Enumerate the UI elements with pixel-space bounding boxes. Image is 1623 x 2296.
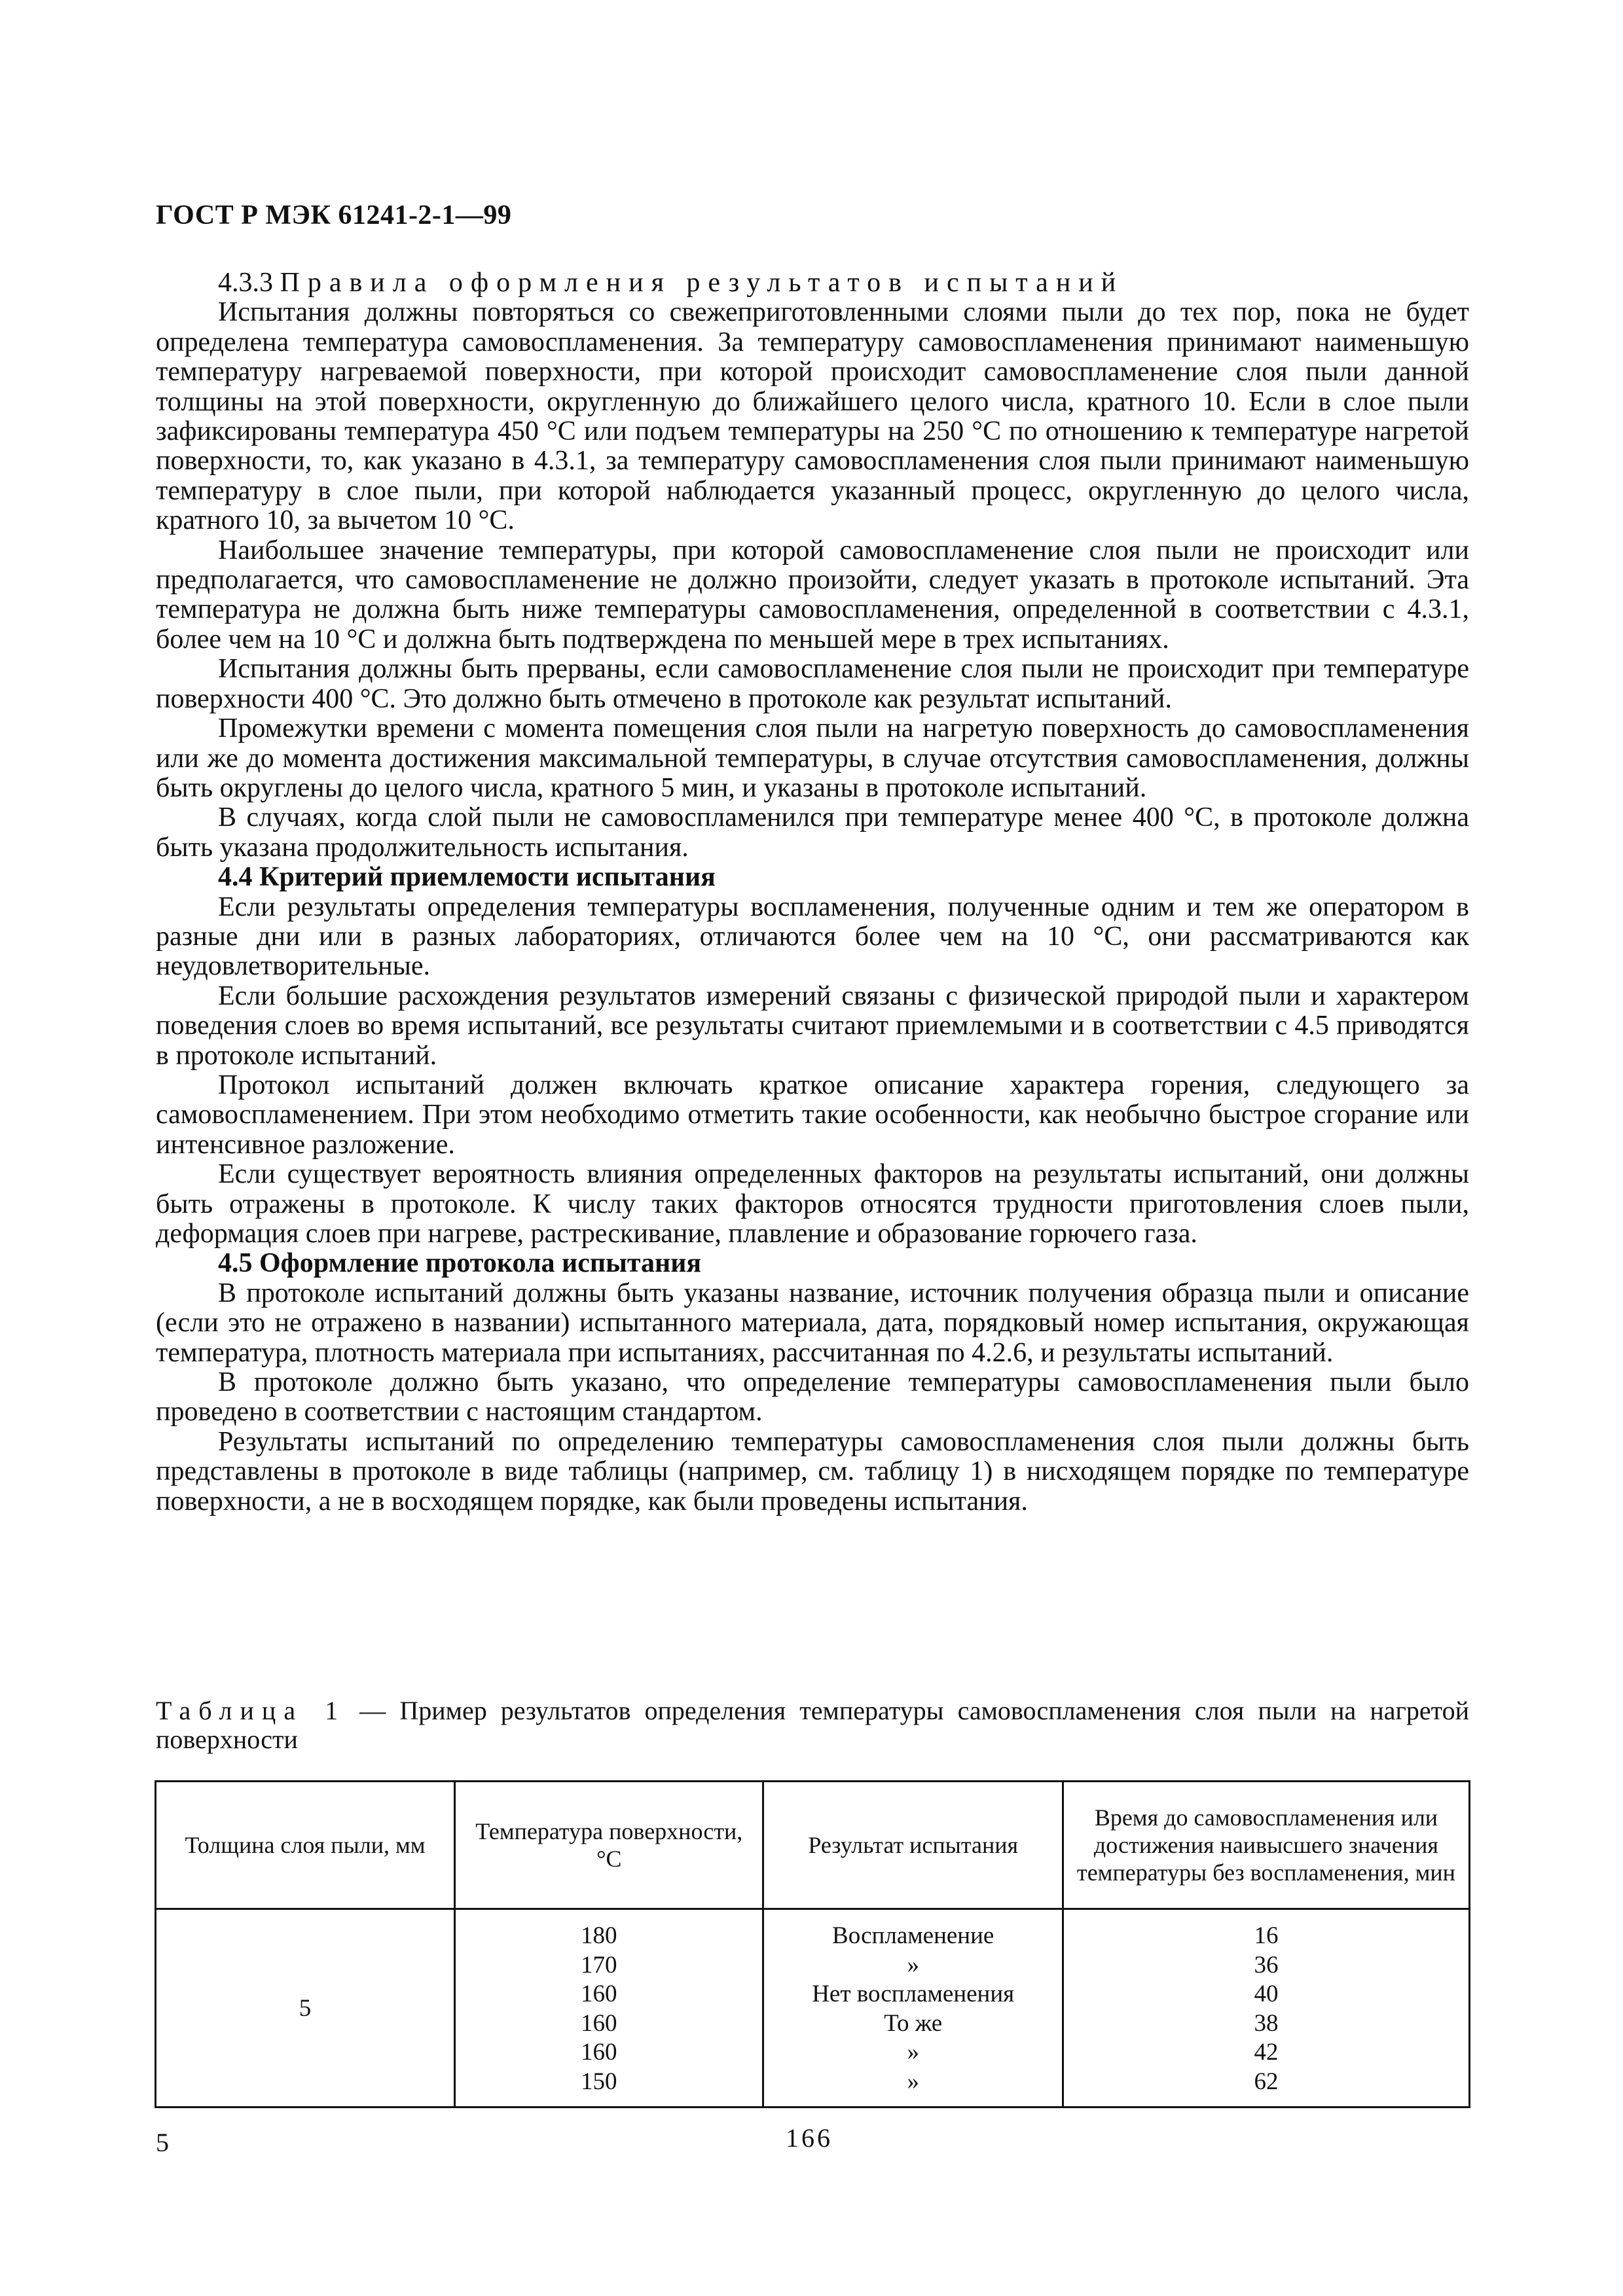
section-number: 4.3.3 bbox=[218, 268, 273, 298]
cell-times bbox=[1063, 1909, 1469, 2108]
section-4-5-heading: 4.5 Оформление протокола испытания bbox=[218, 1248, 702, 1279]
result-value: Нет воспламенения bbox=[812, 1981, 1015, 2008]
result-value: » bbox=[907, 2039, 919, 2066]
cell-thickness: 5 bbox=[156, 1909, 455, 2108]
paragraph: Если результаты определения температуры воспламенения, полученные одним и тем же оператором в разные дни или в разных лабораториях, отличаются более чем на 10 °С, они рассматриваются как неудовлетворительные. bbox=[156, 891, 1469, 982]
table-row bbox=[156, 1909, 1470, 2108]
header-surface-temperature: Температура поверхности, °С bbox=[455, 1782, 763, 1909]
cell-results bbox=[763, 1909, 1063, 2108]
result-value: » bbox=[907, 1951, 919, 1979]
paragraph: Испытания должны быть прерваны, если самовоспламенение слоя пыли не происходит при температуре поверхности 400 °С. Это должно быть отмечено в протоколе как результат испытаний. bbox=[156, 654, 1469, 714]
result-value: » bbox=[907, 2068, 919, 2095]
paragraph: Протокол испытаний должен включать краткое описание характера горения, следующего за самовоспламенением. При этом необходимо отметить такие особенности, как необычно быстрое сгорание или интенсивное разложение. bbox=[156, 1069, 1469, 1160]
results-table bbox=[155, 1780, 1470, 2108]
section-4-4-heading: 4.4 Критерий приемлемости испытания bbox=[218, 862, 716, 893]
temperature-value: 160 bbox=[580, 2009, 617, 2037]
paragraph: Если большие расхождения результатов измерений связаны с физической природой пыли и характером поведения слоев во время испытаний, все результаты считают приемлемыми и в соответствии с 4.5 приводятся в протоколе испытаний. bbox=[156, 980, 1469, 1071]
paragraph: Испытания должны повторяться со свежеприготовленными слоями пыли до тех пор, пока не будет определена температура самовоспламенения. За температуру самовоспламенения принимают наименьшую температуру нагреваемой поверхности, при которой происходит самовоспламенение слоя пыли данной толщины на этой поверхности, округленную до ближайшего целого числа, кратного 10. Если в слое пыли зафиксированы температура 450 °С или подъем температуры на 250 °С по отношению к температуре нагретой поверхности, то, как указано в 4.3.1, за температуру самовоспламенения слоя пыли принимают наименьшую температуру в слое пыли, при которой наблюдается указанный процесс, округленную до целого числа, кратного 10, за вычетом 10 °С. bbox=[156, 297, 1469, 536]
page-number: 5 bbox=[156, 2128, 169, 2157]
time-value: 36 bbox=[1254, 1951, 1279, 1979]
table-caption-text: — Пример результатов определения температуры самовоспламенения слоя пыли на нагретой поверхности bbox=[156, 1696, 1470, 1754]
time-value: 16 bbox=[1254, 1922, 1279, 1949]
temperature-value: 160 bbox=[580, 2039, 617, 2066]
temperature-value: 180 bbox=[580, 1922, 617, 1949]
time-value: 40 bbox=[1254, 1981, 1279, 2008]
paragraph: В случаях, когда слой пыли не самовоспламенился при температуре менее 400 °С, в протоколе должна быть указана продолжительность испытания. bbox=[156, 802, 1469, 863]
section-title: Правила оформления результатов испытаний bbox=[280, 268, 1124, 298]
table-header-row bbox=[156, 1782, 1470, 1909]
paragraph: В протоколе должно быть указано, что определение температуры самовоспламенения пыли было проведено в соответствии с настоящим стандартом. bbox=[156, 1367, 1469, 1427]
time-value: 38 bbox=[1254, 2009, 1279, 2037]
temperature-value: 170 bbox=[580, 1951, 617, 1979]
table-label: Таблица 1 bbox=[156, 1696, 346, 1725]
paragraph: Если существует вероятность влияния определенных факторов на результаты испытаний, они должны быть отражены в протоколе. К числу таких факторов относятся трудности приготовления слоев пыли, деформация слоев при нагреве, растрескивание, плавление и образование горючего газа. bbox=[156, 1159, 1469, 1249]
header-time: Время до самовоспламенения или достижения наивысшего значения температуры без воспламенения, мин bbox=[1063, 1782, 1469, 1909]
table-caption bbox=[156, 1696, 1469, 1754]
paragraph: Наибольшее значение температуры, при которой самовоспламенение слоя пыли не происходит или предполагается, что самовоспламенение не должно произойти, следует указать в протоколе испытаний. Эта температура не должна быть ниже температуры самовоспламенения, определенной в соответствии с 4.3.1, более чем на 10 °С и должна быть подтверждена по меньшей мере в трех испытаниях. bbox=[156, 535, 1469, 655]
result-value: Воспламенение bbox=[832, 1922, 994, 1949]
time-value: 62 bbox=[1254, 2068, 1279, 2095]
body-text bbox=[156, 268, 1469, 1516]
results-table-wrapper bbox=[155, 1780, 1470, 2108]
result-value: То же bbox=[884, 2009, 943, 2037]
cell-temperatures bbox=[455, 1909, 763, 2108]
time-value: 42 bbox=[1254, 2039, 1279, 2066]
header-test-result: Результат испытания bbox=[763, 1782, 1063, 1909]
header-thickness: Толщина слоя пыли, мм bbox=[156, 1782, 455, 1909]
temperature-value: 150 bbox=[580, 2068, 617, 2095]
document-code-header: ГОСТ Р МЭК 61241-2-1—99 bbox=[156, 200, 512, 230]
temperature-value: 160 bbox=[580, 1981, 617, 2008]
section-4-3-3-heading bbox=[156, 268, 1469, 298]
paragraph: В протоколе испытаний должны быть указаны название, источник получения образца пыли и описание (если это не отражено в названии) испытанного материала, дата, порядковый номер испытания, окружающая температура, плотность материала при испытаниях, рассчитанная по 4.2.6, и результаты испытаний. bbox=[156, 1278, 1469, 1368]
sheet-number: 166 bbox=[786, 2123, 833, 2153]
paragraph: Промежутки времени с момента помещения слоя пыли на нагретую поверхность до самовоспламенения или же до момента достижения максимальной температуры, в случае отсутствия самовоспламенения, должны быть округлены до целого числа, кратного 5 мин, и указаны в протоколе испытаний. bbox=[156, 713, 1469, 803]
paragraph: Результаты испытаний по определению температуры самовоспламенения слоя пыли должны быть представлены в протоколе в виде таблицы (например, см. таблицу 1) в нисходящем порядке по температуре поверхности, а не в восходящем порядке, как были проведены испытания. bbox=[156, 1426, 1469, 1516]
